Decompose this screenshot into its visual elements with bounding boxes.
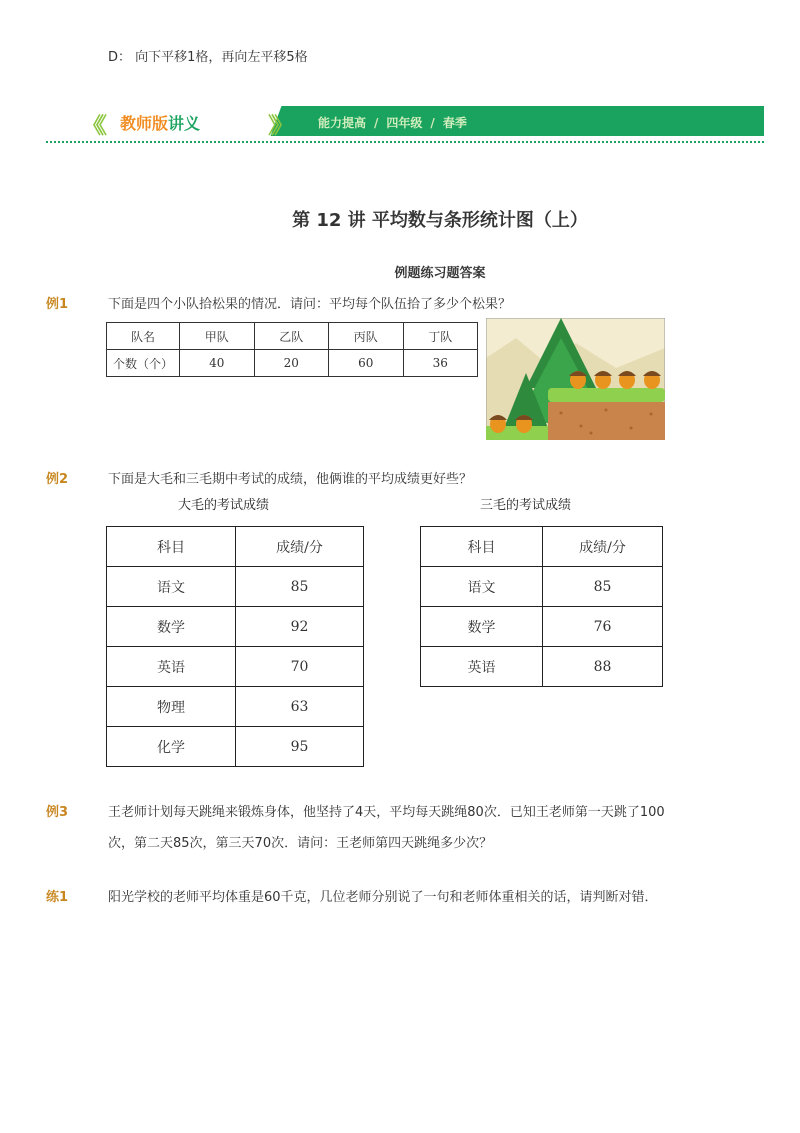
breadcrumb: 能力提高 / 四年级 / 春季 [318, 116, 467, 130]
section-title: 例题练习题答案 [394, 266, 486, 281]
example-3-line-2: 次，第二天85次，第三天70次．请问：王老师第四天跳绳多少次？ [108, 836, 493, 851]
table-row: 语文 85 [107, 567, 364, 607]
damao-score-table [106, 526, 364, 767]
banner-title: 教师版讲义 [120, 114, 201, 133]
table-row: 英语 70 [107, 647, 364, 687]
example-3-label: 例3 [46, 805, 69, 820]
crumb-level: 能力提高 [318, 116, 367, 130]
table-row: 化学 95 [107, 727, 364, 767]
chevron-right-icon: 》》 [268, 114, 286, 136]
table-row: 数学 76 [421, 607, 663, 647]
table-row: 队名 甲队 乙队 丙队 丁队 [107, 323, 478, 350]
table-row: 物理 63 [107, 687, 364, 727]
crumb-season: 春季 [442, 116, 467, 130]
practice-1-text: 阳光学校的老师平均体重是60千克，几位老师分别说了一句和老师体重相关的话，请判断对错． [108, 890, 658, 905]
sanmao-caption: 三毛的考试成绩 [480, 498, 572, 513]
table-row: 语文 85 [421, 567, 663, 607]
pinecone-table [106, 322, 478, 377]
table-row: 个数（个） 40 20 60 36 [107, 350, 478, 377]
example-2-label: 例2 [46, 472, 69, 487]
sanmao-score-table [420, 526, 663, 687]
example-1-label: 例1 [46, 297, 69, 312]
table-row: 科目 成绩/分 [421, 527, 663, 567]
previous-answer-line: D： 向下平移1格，再向左平移5格 [108, 50, 308, 65]
crumb-grade: 四年级 [386, 116, 423, 130]
pinecone-illustration [486, 318, 665, 440]
example-3-line-1: 王老师计划每天跳绳来锻炼身体，他坚持了4天，平均每天跳绳80次．已知王老师第一天跳了100 [108, 805, 665, 820]
practice-1-label: 练1 [46, 890, 69, 905]
example-2-text: 下面是大毛和三毛期中考试的成绩，他俩谁的平均成绩更好些？ [108, 472, 473, 487]
lesson-title: 第 12 讲 平均数与条形统计图（上） [292, 210, 588, 231]
table-row: 英语 88 [421, 647, 663, 687]
header-banner [46, 106, 764, 136]
chevron-left-icon: 《《 [82, 114, 100, 136]
example-1-text: 下面是四个小队拾松果的情况．请问：平均每个队伍拾了多少个松果？ [108, 297, 512, 312]
table-row: 科目 成绩/分 [107, 527, 364, 567]
banner-divider [46, 141, 764, 143]
table-row: 数学 92 [107, 607, 364, 647]
damao-caption: 大毛的考试成绩 [178, 498, 270, 513]
